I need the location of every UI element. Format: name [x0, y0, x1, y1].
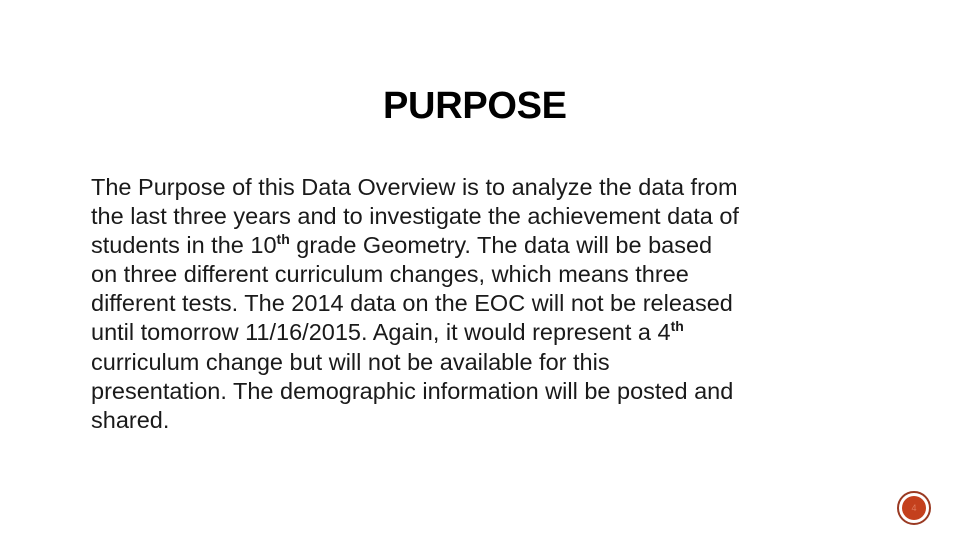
ordinal-superscript: th [276, 231, 290, 248]
body-text-segment: students in the 10 [91, 232, 277, 259]
page-number-badge [897, 491, 931, 525]
body-line [91, 318, 891, 347]
page-number: 4 [902, 496, 926, 520]
body-line: shared. [91, 406, 170, 433]
body-text-segment: grade Geometry. The data will be based [289, 232, 713, 259]
slide-title: PURPOSE [383, 85, 567, 127]
body-line: the last three years and to investigate the achievement data of [91, 203, 739, 230]
body-line: curriculum change but will not be available for this [91, 348, 610, 375]
body-line: on three different curriculum changes, which means three [91, 261, 689, 288]
body-line: presentation. The demographic information will be posted and [91, 377, 734, 404]
body-text-segment: until tomorrow 11/16/2015. Again, it would represent a 4 [91, 319, 671, 346]
body-line [91, 231, 891, 260]
body-line: different tests. The 2014 data on the EOC will not be released [91, 290, 733, 317]
slide-body-text [91, 173, 891, 435]
ordinal-superscript: th [670, 318, 684, 335]
body-line: The Purpose of this Data Overview is to analyze the data from [91, 174, 738, 200]
